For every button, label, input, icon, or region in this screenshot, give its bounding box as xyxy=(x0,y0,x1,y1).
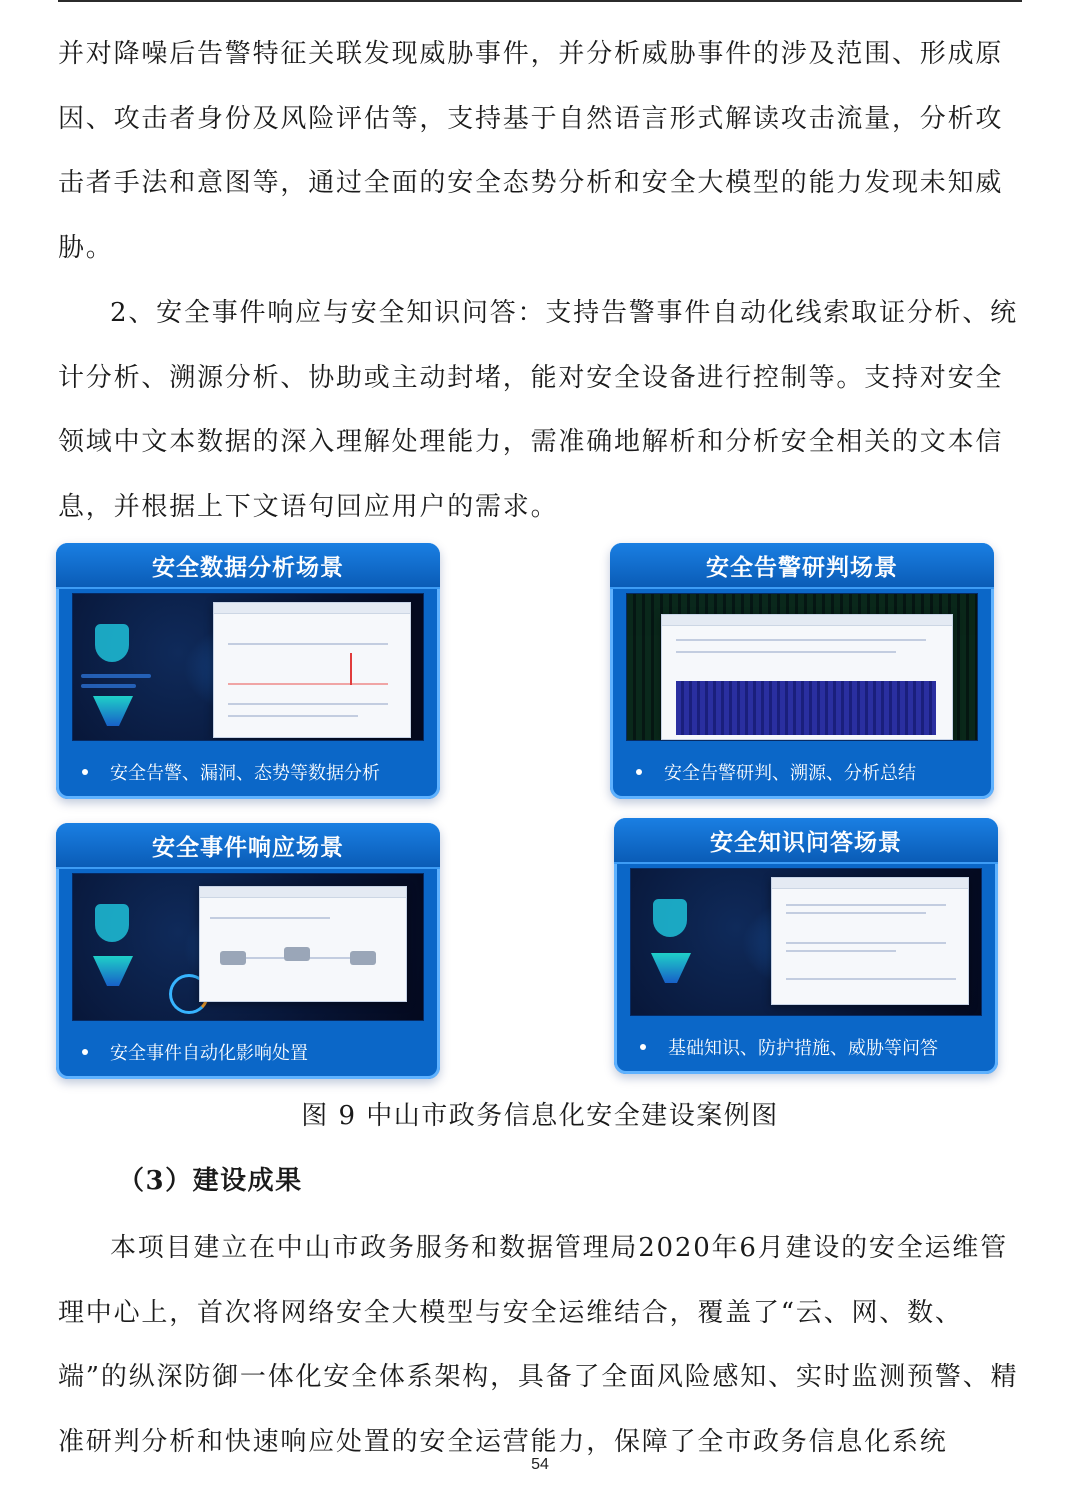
shield-icon xyxy=(95,904,129,942)
response-screenshot xyxy=(72,873,424,1021)
funnel-icon xyxy=(93,956,133,986)
scenario-card-alert-triage xyxy=(610,543,994,799)
card-title: 安全事件响应场景 xyxy=(56,823,440,869)
figure-caption: 图 9 中山市政务信息化安全建设案例图 xyxy=(301,1101,779,1131)
shield-icon xyxy=(653,899,687,937)
shield-icon xyxy=(95,624,129,662)
scenario-card-knowledge-qa xyxy=(614,818,998,1074)
card-title: 安全告警研判场景 xyxy=(610,543,994,589)
analysis-window xyxy=(661,614,953,740)
scenario-card-incident-response xyxy=(56,823,440,1079)
card-bullet: 基础知识、防护措施、威胁等问答 xyxy=(614,1020,998,1074)
qa-screenshot xyxy=(630,868,982,1016)
funnel-icon xyxy=(651,953,691,983)
dashboard-side-panel xyxy=(81,604,171,730)
paragraph-incident-response: 2、安全事件响应与安全知识问答：支持告警事件自动化线索取证分析、统计分析、溯源分析、协助或主动封堵，能对安全设备进行控制等。支持对安全领域中文本数据的深入理解处理能力，需准确地解析和分析安全相关的文本信息，并根据上下文语句回应用户的需求。 xyxy=(58,298,1018,522)
chat-window xyxy=(771,877,969,1005)
dashboard-side-panel xyxy=(81,884,171,1010)
card-bullet: 安全告警研判、溯源、分析总结 xyxy=(610,745,994,799)
alert-screenshot xyxy=(626,593,978,741)
funnel-icon xyxy=(93,696,133,726)
card-bullet: 安全事件自动化影响处置 xyxy=(56,1025,440,1079)
header-rule xyxy=(58,0,1022,2)
card-title: 安全知识问答场景 xyxy=(614,818,998,864)
dashboard-screenshot xyxy=(72,593,424,741)
page-number: 54 xyxy=(531,1456,549,1473)
dashboard-side-panel xyxy=(639,879,729,1005)
paragraph-results: 本项目建立在中山市政务服务和数据管理局2020年6月建设的安全运维管理中心上，首次将网络安全大模型与安全运维结合，覆盖了“云、网、数、端”的纵深防御一体化安全体系架构，具备了全面风险感知、实时监测预警、精准研判分析和快速响应处置的安全运营能力，保障了全市政务信息化系统 xyxy=(58,1233,1019,1457)
card-bullet: 安全告警、漏洞、态势等数据分析 xyxy=(56,745,440,799)
chat-window xyxy=(213,602,411,738)
trace-graph xyxy=(676,681,936,735)
scenario-card-data-analysis xyxy=(56,543,440,799)
card-title: 安全数据分析场景 xyxy=(56,543,440,589)
workflow-window xyxy=(199,886,407,1002)
paragraph-threat-analysis: 并对降噪后告警特征关联发现威胁事件，并分析威胁事件的涉及范围、形成原因、攻击者身份及风险评估等，支持基于自然语言形式解读攻击流量，分析攻击者手法和意图等，通过全面的安全态势分析和安全大模型的能力发现未知威胁。 xyxy=(58,39,1004,263)
section-heading: （3）建设成果 xyxy=(118,1166,303,1196)
